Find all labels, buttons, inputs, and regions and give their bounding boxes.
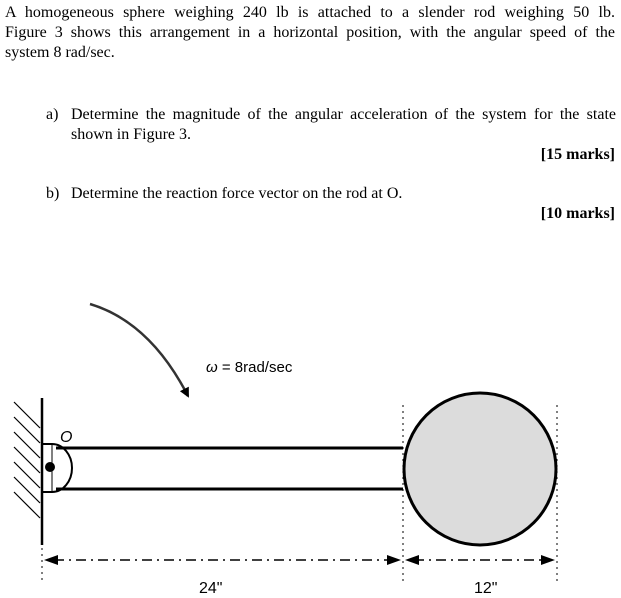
question-b-marks: [10 marks] [540, 205, 615, 222]
pivot-pin [45, 462, 55, 472]
problem-line-2: Figure 3 shows this arrangement in a horizontal position, with the angular speed of the [5, 24, 615, 41]
sphere [404, 393, 556, 545]
omega-label [206, 359, 293, 376]
question-b-text: Determine the reaction force vector on the rod at O. [71, 185, 403, 202]
problem-line-1: A homogeneous sphere weighing 240 lb is attached to a slender rod weighing 50 lb. [5, 4, 615, 21]
omega-symbol: ω [206, 359, 218, 376]
dimension-rod-label: 24" [199, 580, 223, 597]
question-a-line-2: shown in Figure 3. [71, 126, 191, 143]
question-a-marks: [15 marks] [540, 146, 615, 163]
question-a-line-1: Determine the magnitude of the angular acceleration of the system for the state [71, 106, 616, 123]
angular-velocity-arrow [90, 304, 188, 396]
wall-support [14, 398, 42, 545]
question-a-label: a) [46, 106, 59, 123]
slender-rod [56, 448, 403, 489]
problem-line-3: system 8 rad/sec. [5, 44, 115, 61]
omega-value: = 8rad/sec [217, 359, 293, 376]
pivot-label: O [60, 429, 73, 446]
dimension-sphere-label: 12" [474, 580, 498, 597]
question-b-label: b) [46, 185, 60, 202]
